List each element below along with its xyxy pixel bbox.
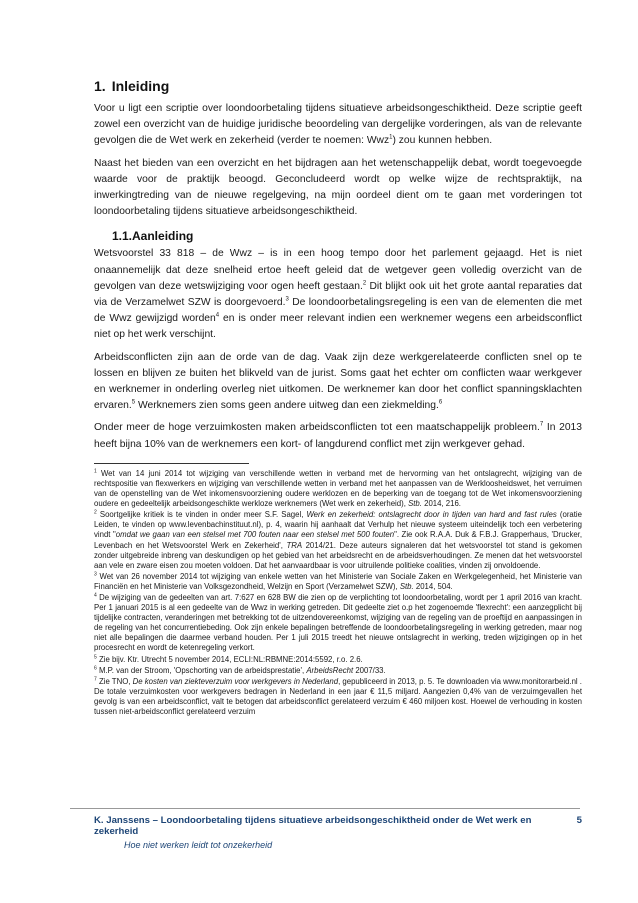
- footer-subtitle: Hoe niet werken leidt tot onzekerheid: [124, 840, 273, 850]
- footnote-number: 1: [94, 468, 97, 475]
- text-run: Stb.: [399, 581, 414, 591]
- text-run: en is onder meer relevant indien een werknemer wegens een arbeidsconflict niet op het werk verschijnt.: [94, 313, 582, 341]
- footnote-5: [94, 655, 582, 665]
- text-run: Soortgelijke kritiek is te vinden in onder meer S.F. Sagel,: [96, 510, 307, 520]
- text-run: 2014/21. Deze auteurs signaleren dat het wetsvoorstel tot stand is gekomen zonder uitgebreide inbreng van deskundigen op het gebied van het arbeidsrecht en de arbeidsverhoudingen. Ze menen dat het wetsvoorstel aan vele en zware eisen zou moeten voldoen. Dat het aanvaardbaar is voor uitruilende politieke coalities, vinden zij onvoldoende.: [94, 540, 583, 570]
- footnote-number: 3: [94, 571, 97, 578]
- text-run: 2007/33.: [353, 665, 386, 675]
- text-run: (oratie Leiden, te vinden op www.levenbachinstituut.nl), p. 4, waarin hij aanhaalt dat Verhulp het nieuwe systeem uiteindelijk toch een verbetering vindt ": [94, 510, 582, 540]
- footnote-3: [94, 572, 582, 592]
- text-run: M.P. van der Stroom, 'Opschorting van de arbeidsprestatie',: [96, 665, 307, 675]
- text-run: Dit blijkt ook uit het grote aantal reparaties dat via de Verzamelwet SZW is doorgevoerd.: [94, 280, 582, 309]
- aanleiding-paragraph-2: [94, 350, 582, 415]
- page-footer: [94, 815, 582, 850]
- text-run: 2014, 504.: [413, 581, 453, 591]
- text-run: De loondoorbetalingsregeling is een van de elementen die met de Wwz gewijzigd worden: [94, 297, 582, 325]
- section-number: 1.1.: [112, 229, 133, 244]
- footnote-number: 6: [94, 665, 97, 672]
- text-run: Onder meer de hoge verzuimkosten maken arbeidsconflicten tot een maatschappelijk probleem.: [94, 422, 540, 434]
- footnote-ref[interactable]: 5: [131, 399, 136, 406]
- aanleiding-paragraph-1: [94, 246, 582, 343]
- text-run: ". Zie ook R.A.A. Duk & F.B.J. Grapperhaus, 'Drucker, Levenbach en het Wetsvoorstel Werk en Zekerheid',: [94, 530, 583, 550]
- footnote-ref[interactable]: 4: [215, 312, 220, 319]
- footnote-ref[interactable]: 6: [438, 399, 443, 406]
- chapter-number: 1.: [94, 78, 106, 94]
- text-run: omdat we gaan van een stelsel met 700 fouten naar een stelsel met 500 fouten: [115, 530, 395, 540]
- footnote-ref[interactable]: 3: [285, 296, 289, 303]
- footnote-number: 5: [94, 653, 97, 660]
- text-run: ArbeidsRecht: [306, 665, 354, 675]
- text-run: De kosten van ziekteverzuim voor werkgevers in Nederland: [132, 676, 339, 686]
- footnote-4: [94, 593, 582, 654]
- footnote-ref[interactable]: 1: [389, 134, 393, 141]
- footnote-ref[interactable]: 7: [539, 422, 544, 429]
- footer-title: K. Janssens – Loondoorbetaling tijdens situatieve arbeidsongeschiktheid onder de Wet werk en zekerheid: [94, 815, 532, 837]
- page-content: [94, 78, 582, 718]
- chapter-heading: [94, 78, 582, 94]
- page-number: 5: [576, 815, 582, 826]
- section-title: Aanleiding: [132, 229, 194, 244]
- text-run: Werknemers zien soms geen andere uitweg dan een ziekmelding.: [135, 400, 439, 412]
- footnote-number: 7: [94, 676, 97, 683]
- text-run: Zie bijv. Ktr. Utrecht 5 november 2014, ECLI:NL:RBMNE:2014:5592, r.o. 2.6.: [96, 654, 363, 664]
- text-run: Wetsvoorstel 33 818 – de Wwz – is in een hoog tempo door het parlement gejaagd. Het is niet onaannemelijk dat deze snelheid ertoe heeft geleid dat de wetgever geen volledig overzicht van de gevolgen van deze wetswijziging voor ogen heeft gestaan.: [94, 248, 582, 292]
- text-run: Wet van 26 november 2014 tot wijziging van enkele wetten van het Ministerie van Sociale Zaken en Werkgelegenheid, het Ministerie van Financiën en het Ministerie van Volksgezondheid, Welzijn en Sport (Verzamelwet SZW),: [94, 571, 582, 591]
- text-run: TRA: [286, 540, 303, 550]
- footer-separator: [70, 808, 580, 809]
- intro-paragraph-1: [94, 101, 582, 150]
- text-run: Wet van 14 juni 2014 tot wijziging van verschillende wetten in verband met de hervorming van het ontslagrecht, wijziging van de rechtspositie van flexwerkers en wijziging van verschillende wetten in verband met het aanpassen van de Werkloosheidswet, het verruimen van de openstelling van de Wet inkomensvoorziening oudere werklozen en de beperking van de toegang tot de Wet inkomensvoorziening oudere en gedeeltelijk arbeidsongeschikte werkloze werknemers (Wet werk en zekerheid),: [94, 468, 582, 509]
- text-run: , gepubliceerd in 2013, p. 5. Te downloaden via www.monitorarbeid.nl . De totale verzuimkosten voor werkgevers bedragen in Nederland in een jaar € 11,5 miljard. Aangezien 0,4% van de verzuimgevallen het gevolg is van een arbeidsconflict, valt te betogen dat arbeidsconflict gerelateerd verzuim € 460 miljoen kost. Hoewel de verhouding in kosten tussen niet-arbeidsconflict gerelateerd verzuim: [94, 676, 582, 717]
- footnote-1: [94, 469, 582, 509]
- text-run: 2014, 216.: [421, 499, 461, 509]
- text-run: ) zou kunnen hebben.: [392, 135, 493, 147]
- footnote-number: 2: [94, 509, 97, 516]
- text-run: Voor u ligt een scriptie over loondoorbetaling tijdens situatieve arbeidsongeschiktheid. Deze scriptie geeft zowel een overzicht van de huidige juridische beoordeling van dergelijke vorderingen, als van de relevante gevolgen die de Wet werk en zekerheid (verder te noemen: Wwz: [94, 103, 582, 147]
- footnote-number: 4: [94, 592, 97, 599]
- text-run: De wijziging van de gedeelten van art. 7:627 en 628 BW die zien op de verplichting tot loondoorbetaling, wordt per 1 april 2016 van kracht. Per 1 januari 2015 is al een gedeelte van de Wwz in werking getreden. Dit gedeelte ziet o.p het zogenoemde 'flexrecht': een aanzegplicht bij tijdelijke contracten, veranderingen met betrekking tot de uitzendovereenkomst, wijziging van de regeling van de proeftijd en aanpassingen in de regeling van het concurrentiebeding. Ook zijn enkele bepalingen betreffende de loondoorbetalingsregeling in werking getreden, maar nog niet alle bepalingen die daarmee verband houden. Per 1 juli 2015 treedt het nieuwe ontslagrecht in werking, treden wijzigingen op in het procesrecht en wordt de ketenregeling verkort.: [94, 592, 582, 653]
- section-heading: [112, 229, 582, 243]
- footer-line: [94, 815, 582, 837]
- text-run: Werk en zekerheid: ontslagrecht door in tijden van hard and fast rules: [306, 510, 557, 520]
- text-run: Zie TNO,: [96, 676, 133, 686]
- intro-paragraph-2: Naast het bieden van een overzicht en het bijdragen aan het wetenschappelijk debat, wordt toegevoegde waarde voor de praktijk beoogd. Geconcludeerd wordt op welke wijze de rechtspraktijk, na inwerkingtreding van de nieuwe regelgeving, na mijn oordeel dient om te gaan met vorderingen tot loondoorbetaling tijdens situatieve arbeidsongeschiktheid.: [94, 157, 582, 218]
- footnote-2: [94, 510, 582, 571]
- footnote-separator: [94, 463, 249, 464]
- aanleiding-paragraph-3: [94, 420, 582, 452]
- text-run: In 2013 heeft bijna 10% van de werknemers een kort- of langdurend conflict met zijn werkgever gehad.: [94, 422, 582, 450]
- footnotes: [94, 469, 582, 717]
- chapter-title: Inleiding: [111, 78, 170, 94]
- footnote-ref[interactable]: 2: [362, 280, 367, 287]
- text-run: Stb.: [408, 499, 422, 509]
- footnote-7: [94, 677, 582, 717]
- footnote-6: [94, 666, 582, 676]
- text-run: Arbeidsconflicten zijn aan de orde van de dag. Vaak zijn deze werkgerelateerde conflicten snel op te lossen en blijven ze buiten het blikveld van de jurist. Soms gaat het echter om conflicten waar werkgever en werknemer in onderling overleg niet uitkomen. De werknemer kan door het conflict spanningsklachten ervaren.: [94, 351, 582, 412]
